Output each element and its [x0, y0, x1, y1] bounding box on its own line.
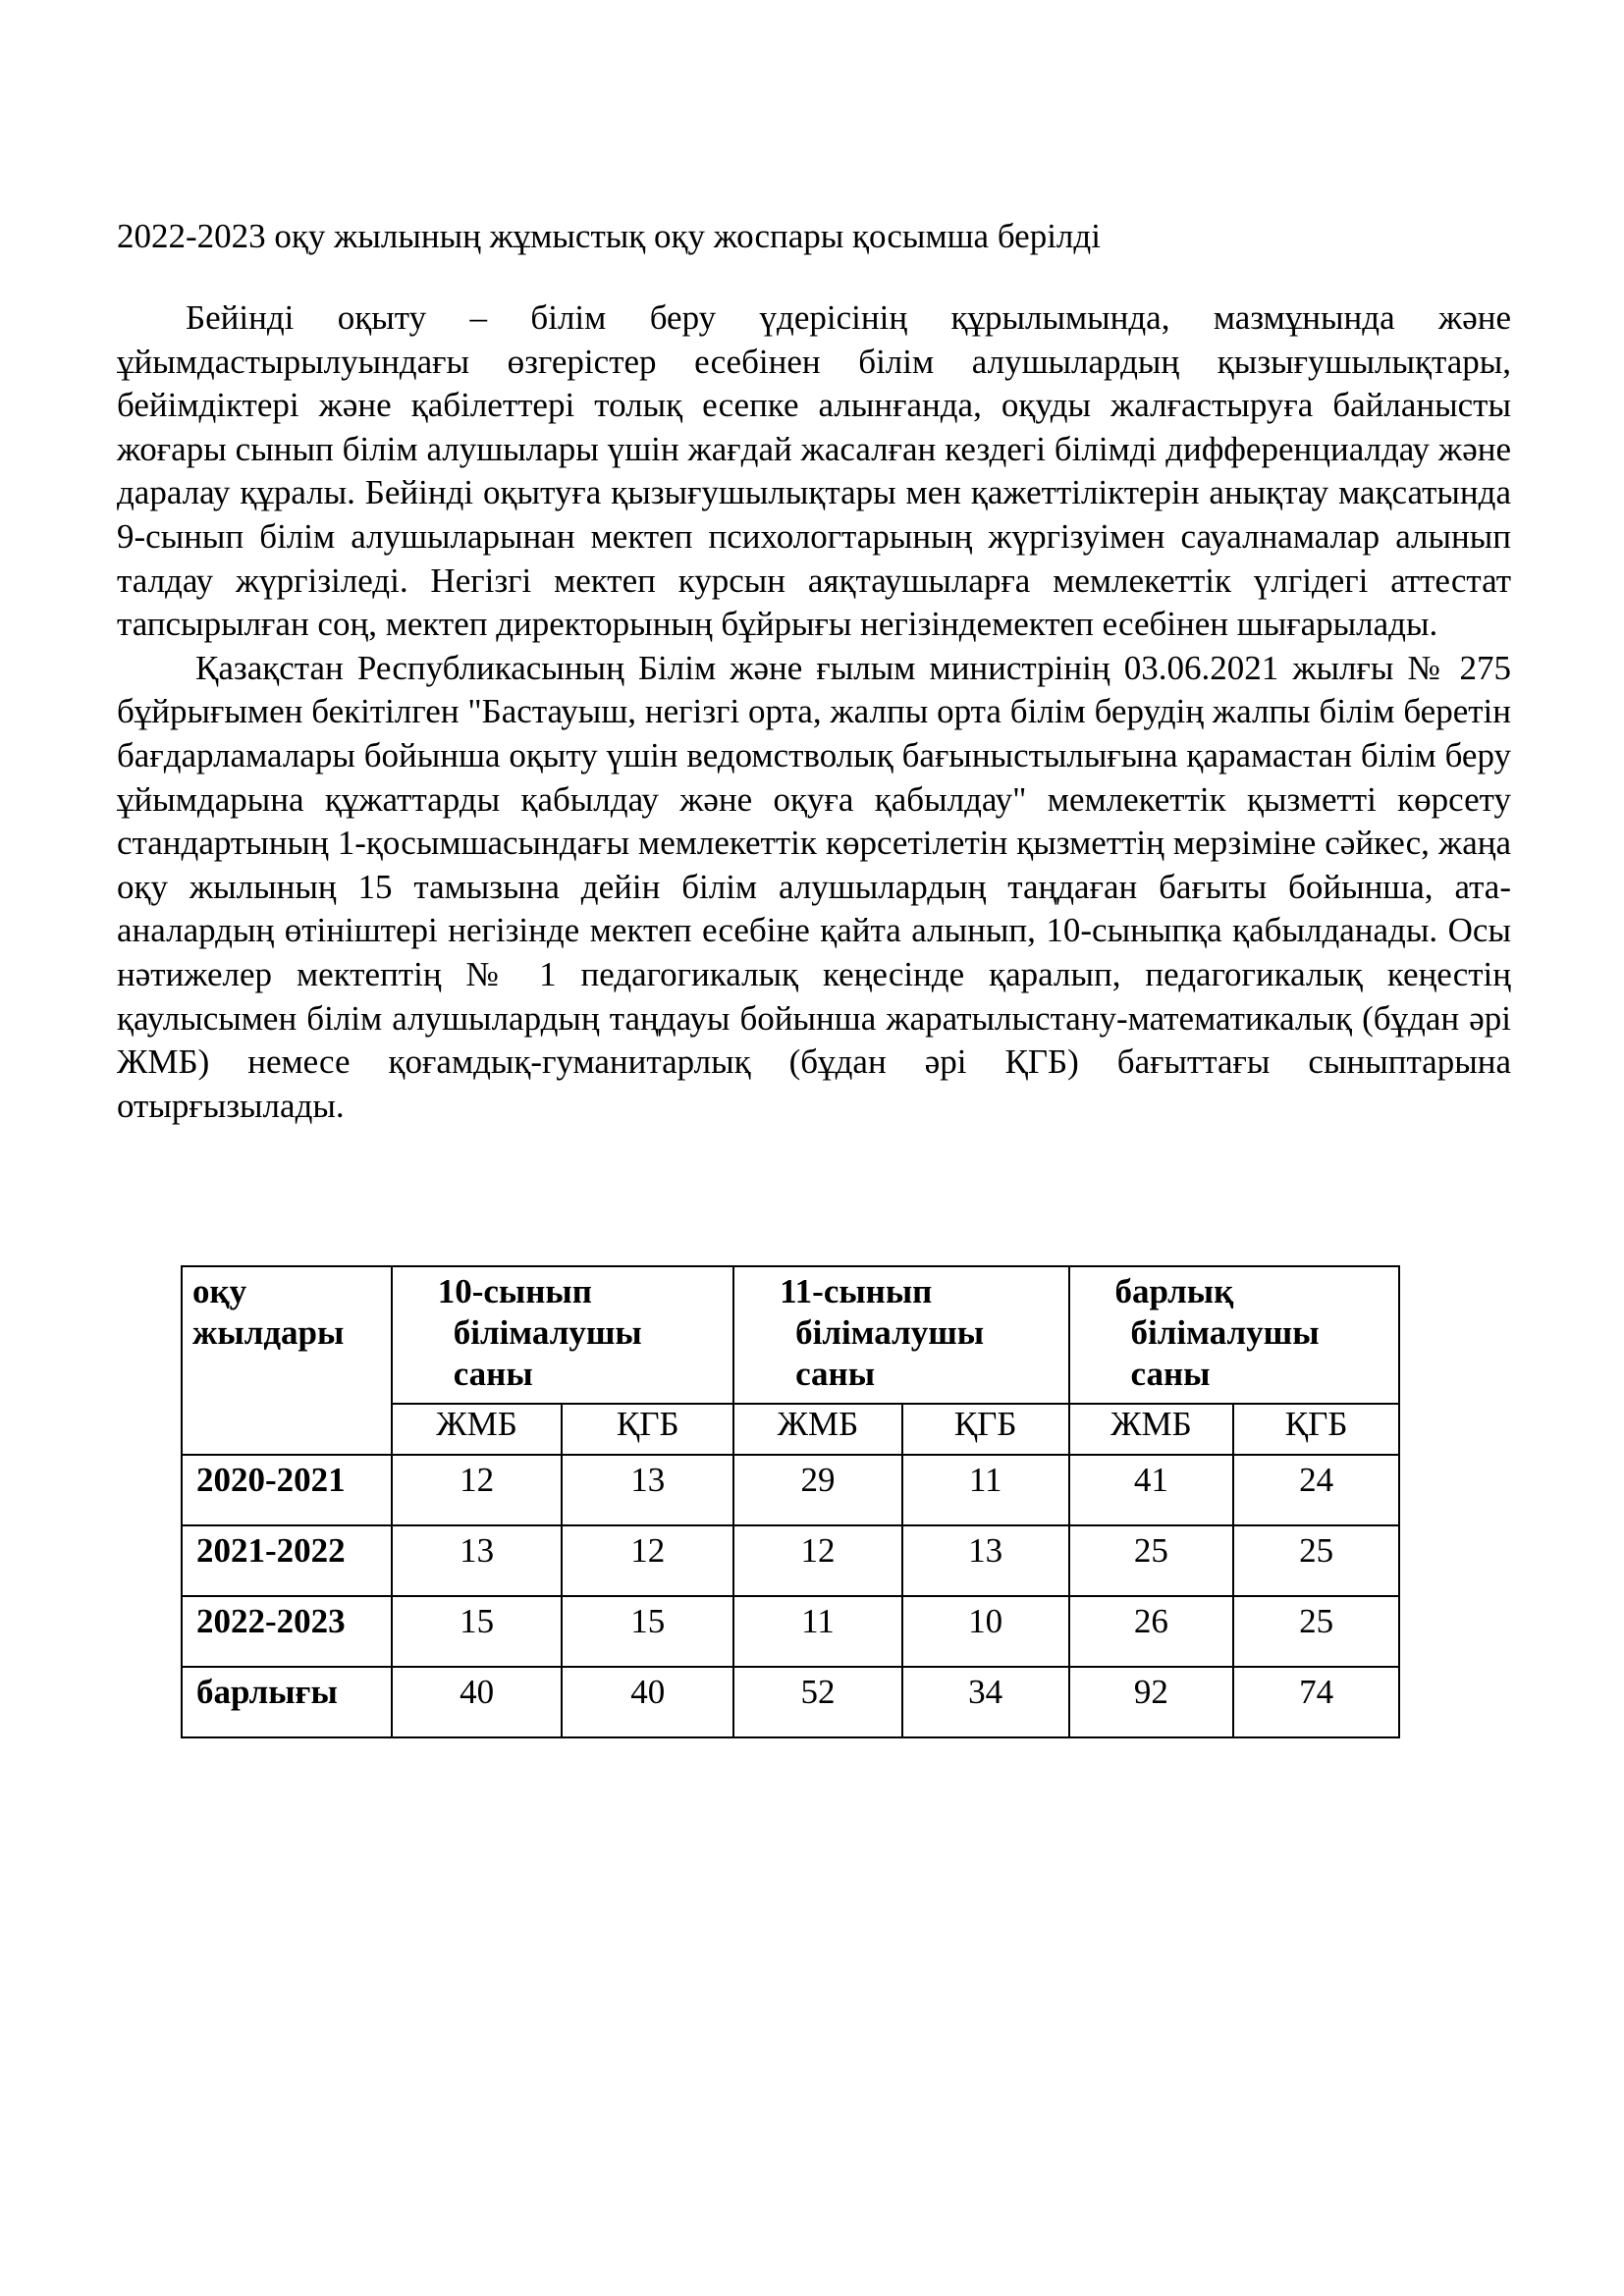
table-cell: 25 — [1233, 1525, 1399, 1596]
subheader-cell: ҚГБ — [902, 1404, 1069, 1455]
group-header-subtitle: білімалушы — [795, 1313, 985, 1352]
row-label: 2021-2022 — [182, 1525, 392, 1596]
group-header-title: 10-сынып — [437, 1272, 592, 1310]
document-page — [117, 216, 1511, 1711]
subheader-cell: ЖМБ — [1069, 1404, 1234, 1455]
table-total-row — [182, 1667, 1399, 1737]
table-cell: 52 — [733, 1667, 902, 1737]
subheader-cell: ЖМБ — [733, 1404, 902, 1455]
paragraph-profile-education: Бейінді оқыту – білім беру үдерісінің құрылымында, мазмұнында және ұйымдастырылуындағы өзгерістер есебінен білім алушылардың қызығушылықтары, бейімдіктері және қабілеттері толық есепке алынғанда, оқуды жалғастыруға байланысты жоғары сынып білім алушылары үшін жағдай жасалған кездегі білімді дифференциалдау және даралау құралы. Бейінді оқытуға қызығушылықтары мен қажеттіліктерін анықтау мақсатында 9-сынып білім алушыларынан мектеп психологтарының жүргізуімен сауалнамалар алынып талдау жүргізіледі. Негізгі мектеп курсын аяқтаушыларға мемлекеттік үлгідегі аттестат тапсырылған соң, мектеп директорының бұйрығы негізіндемектеп есебінен шығарылады. — [117, 298, 1511, 644]
subheader-cell: ЖМБ — [392, 1404, 563, 1455]
group-header-title: 11-сынып — [780, 1272, 933, 1310]
table-cell: 13 — [562, 1455, 733, 1525]
table-cell: 92 — [1069, 1667, 1234, 1737]
row-label: барлығы — [182, 1667, 392, 1737]
table-cell: 11 — [733, 1596, 902, 1667]
group-header-subtitle: саны — [453, 1355, 533, 1393]
table-cell: 15 — [392, 1596, 563, 1667]
table-row — [182, 1596, 1399, 1667]
group-header-grade-11 — [733, 1266, 1068, 1404]
corner-header-line2: жылдары — [192, 1313, 345, 1352]
students-table-wrapper — [181, 1265, 1400, 1738]
group-header-subtitle: саны — [1130, 1355, 1211, 1393]
table-cell: 12 — [562, 1525, 733, 1596]
group-header-subtitle: білімалушы — [453, 1313, 642, 1352]
table-cell: 12 — [733, 1525, 902, 1596]
corner-header — [182, 1266, 392, 1455]
corner-header-line1: оқу — [192, 1272, 247, 1310]
table-cell: 29 — [733, 1455, 902, 1525]
table-row — [182, 1455, 1399, 1525]
row-label: 2020-2021 — [182, 1455, 392, 1525]
table-cell: 26 — [1069, 1596, 1234, 1667]
table-cell: 40 — [562, 1667, 733, 1737]
group-header-total — [1069, 1266, 1399, 1404]
table-cell: 13 — [902, 1525, 1069, 1596]
group-header-title: барлық — [1114, 1272, 1234, 1310]
table-cell: 25 — [1233, 1596, 1399, 1667]
table-row — [182, 1525, 1399, 1596]
table-header-row — [182, 1266, 1399, 1404]
students-count-table — [181, 1265, 1400, 1738]
table-cell: 12 — [392, 1455, 563, 1525]
table-cell: 74 — [1233, 1667, 1399, 1737]
group-header-subtitle: білімалушы — [1130, 1313, 1320, 1352]
table-cell: 11 — [902, 1455, 1069, 1525]
group-header-subtitle: саны — [795, 1355, 876, 1393]
subheader-cell: ҚГБ — [1233, 1404, 1399, 1455]
subheader-cell: ҚГБ — [562, 1404, 733, 1455]
paragraph-admission-rules: Қазақстан Республикасының Білім және ғылым министрінің 03.06.2021 жылғы № 275 бұйрығымен бекітілген "Бастауыш, негізгі орта, жалпы орта білім берудің жалпы білім беретін бағдарламалары бойынша оқыту үшін ведомстволық бағыныстылығына қарамастан білім беру ұйымдарына құжаттарды қабылдау және оқуға қабылдау" мемлекеттік қызметті көрсету стандартының 1-қосымшасындағы мемлекеттік көрсетілетін қызметтің мерзіміне сәйкес, жаңа оқу жылының 15 тамызына дейін білім алушылардың таңдаған бағыты бойынша, ата-аналардың өтініштері негізінде мектеп есебіне қайта алынып, 10-сыныпқа қабылданады. Осы нәтижелер мектептің № 1 педагогикалық кеңесінде қаралып, педагогикалық кеңестің қаулысымен білім алушылардың таңдауы бойынша жаратылыстану-математикалық (бұдан әрі ЖМБ) немесе қоғамдық-гуманитарлық (бұдан әрі ҚГБ) бағыттағы сыныптарына отырғызылады. — [117, 648, 1511, 1125]
table-cell: 13 — [392, 1525, 563, 1596]
group-header-grade-10 — [392, 1266, 733, 1404]
table-cell: 34 — [902, 1667, 1069, 1737]
document-heading: 2022-2023 оқу жылының жұмыстық оқу жоспары қосымша берілді — [117, 217, 1101, 255]
table-cell: 10 — [902, 1596, 1069, 1667]
table-cell: 41 — [1069, 1455, 1234, 1525]
table-cell: 25 — [1069, 1525, 1234, 1596]
table-cell: 24 — [1233, 1455, 1399, 1525]
table-cell: 40 — [392, 1667, 563, 1737]
table-cell: 15 — [562, 1596, 733, 1667]
row-label: 2022-2023 — [182, 1596, 392, 1667]
